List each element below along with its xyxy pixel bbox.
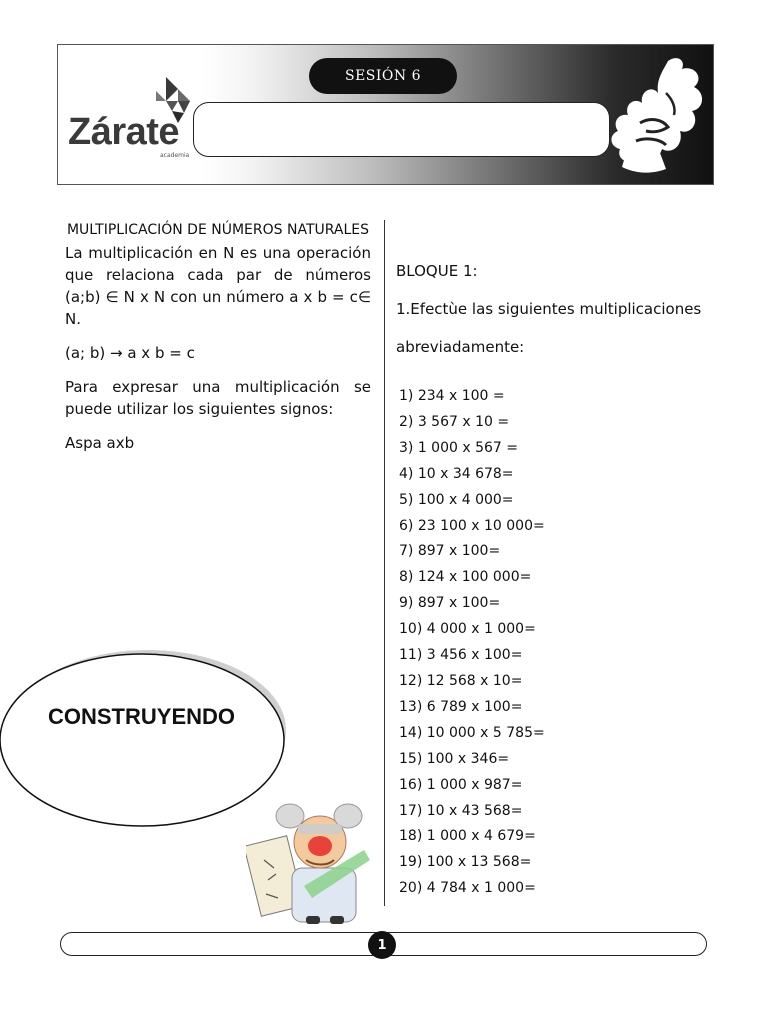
exercise-item: 18) 1 000 x 4 679= bbox=[399, 828, 536, 845]
signs-paragraph: Para expresar una multiplicación se puede utilizar los siguientes signos: bbox=[65, 378, 371, 418]
exercise-item: 1) 234 x 100 = bbox=[399, 388, 505, 404]
exercise-item: 6) 23 100 x 10 000= bbox=[399, 517, 545, 534]
exercise-item: 3) 1 000 x 567 = bbox=[399, 439, 518, 456]
exercise-item: 5) 100 x 4 000= bbox=[399, 491, 514, 508]
exercise-item: 17) 10 x 43 568= bbox=[399, 802, 523, 819]
page-header bbox=[57, 44, 714, 185]
exercise-item: 19) 100 x 13 568= bbox=[399, 854, 532, 871]
column-divider bbox=[384, 220, 385, 906]
definition-paragraph: La multiplicación en N es una operación que relaciona cada par de números (a;b) ∈ N x N con un número a x b = c∈ N. bbox=[65, 244, 371, 328]
exercise-item: 20) 4 784 x 1 000= bbox=[399, 880, 536, 897]
instruction-continued: abreviadamente: bbox=[396, 338, 525, 356]
thinker-head-icon bbox=[606, 53, 714, 179]
professor-mascot-icon bbox=[246, 790, 382, 926]
exercise-item: 13) 6 789 x 100= bbox=[399, 698, 523, 715]
logo-subtitle: academia bbox=[160, 152, 190, 159]
logo-name: Zárate bbox=[68, 111, 180, 153]
exercise-list bbox=[399, 384, 726, 902]
exercise-column bbox=[396, 262, 726, 902]
exercise-item: 15) 100 x 346= bbox=[399, 750, 510, 767]
instruction: 1.Efectùe las siguientes multiplicaciones bbox=[396, 300, 702, 318]
exercise-item: 11) 3 456 x 100= bbox=[399, 647, 523, 664]
exercise-item: 7) 897 x 100= bbox=[399, 543, 501, 560]
bubble-text: CONSTRUYENDO bbox=[48, 704, 236, 729]
section-title: MULTIPLICACIÓN DE NÚMEROS NATURALES bbox=[66, 222, 370, 238]
block-title: BLOQUE 1: bbox=[396, 262, 478, 280]
exercise-item: 14) 10 000 x 5 785= bbox=[399, 724, 545, 741]
theory-column bbox=[65, 220, 371, 466]
exercise-item: 4) 10 x 34 678= bbox=[399, 465, 514, 482]
exercise-item: 8) 124 x 100 000= bbox=[399, 569, 532, 586]
exercise-item: 12) 12 568 x 10= bbox=[399, 672, 523, 689]
session-badge: SESIÓN 6 bbox=[309, 58, 457, 94]
exercise-item: 9) 897 x 100= bbox=[399, 595, 501, 612]
sign-example: Aspa axb bbox=[65, 434, 135, 452]
formula: (a; b) → a x b = c bbox=[65, 344, 195, 362]
title-box bbox=[193, 102, 610, 157]
exercise-item: 16) 1 000 x 987= bbox=[399, 776, 523, 793]
exercise-item: 10) 4 000 x 1 000= bbox=[399, 621, 536, 638]
page-number: 1 bbox=[368, 931, 396, 959]
exercise-item: 2) 3 567 x 10 = bbox=[399, 413, 510, 430]
